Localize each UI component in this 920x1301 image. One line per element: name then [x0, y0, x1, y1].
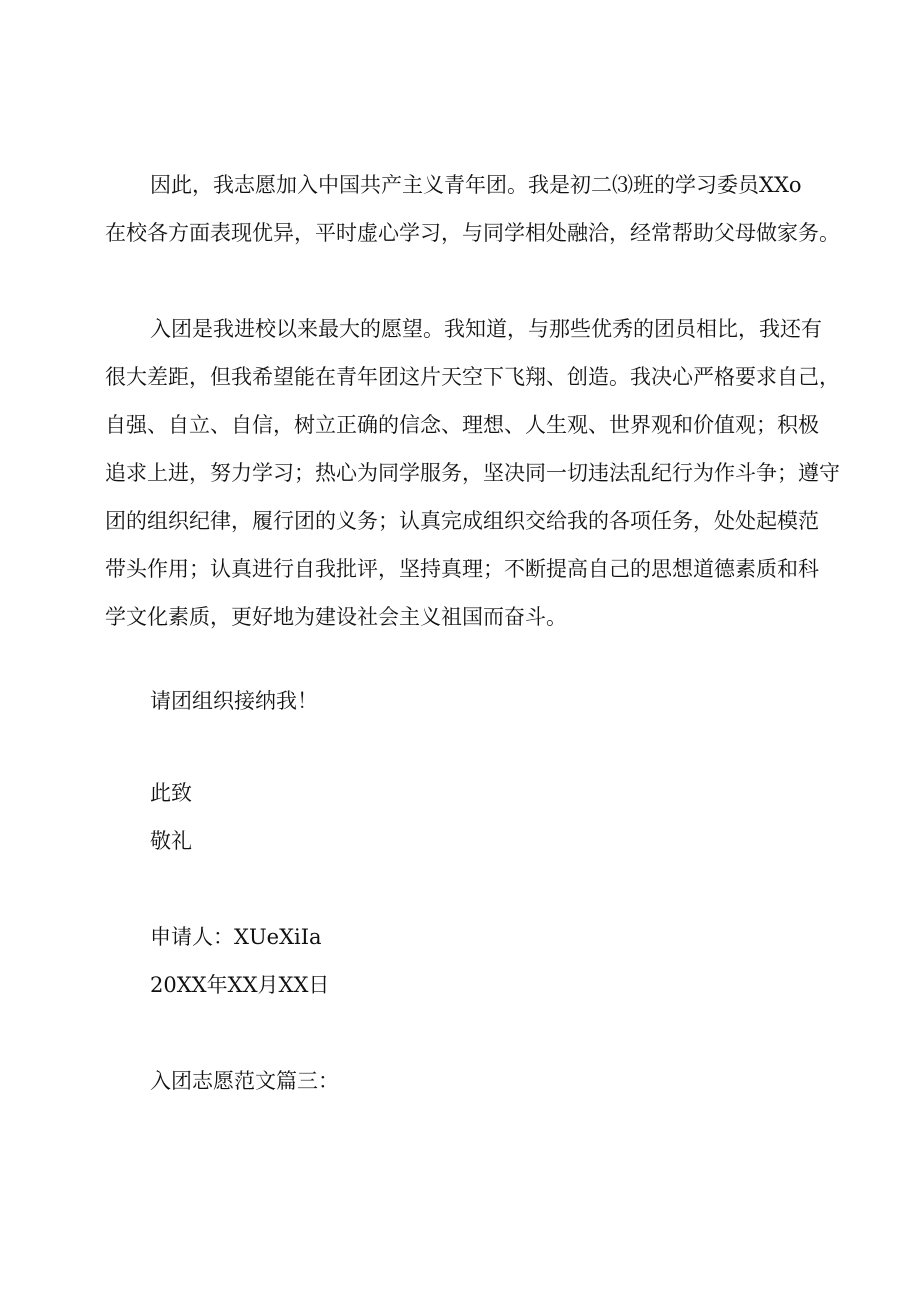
paragraph-2-line-2: 很大差距，但我希望能在青年团这片天空下飞翔、创造。我决心严格要求自己，: [105, 365, 840, 389]
applicant-line: 申请人：XUeXiIa: [150, 925, 322, 949]
next-section-heading: 入团志愿范文篇三：: [150, 1069, 339, 1093]
closing-line-1: 此致: [150, 781, 192, 805]
paragraph-1-line-2: 在校各方面表现优异，平时虚心学习，与同学相处融洽，经常帮助父母做家务。: [105, 221, 840, 245]
closing-line-2: 敬礼: [150, 829, 192, 853]
paragraph-2-line-7: 学文化素质，更好地为建设社会主义祖国而奋斗。: [105, 605, 567, 629]
paragraph-2-line-1: 入团是我进校以来最大的愿望。我知道，与那些优秀的团员相比，我还有: [150, 317, 822, 341]
paragraph-2-line-4: 追求上进，努力学习；热心为同学服务，坚决同一切违法乱纪行为作斗争；遵守: [105, 461, 840, 485]
request-line: 请团组织接纳我！: [150, 689, 318, 713]
date-line: 20XX年XX月XX日: [150, 973, 330, 997]
paragraph-2-line-5: 团的组织纪律，履行团的义务；认真完成组织交给我的各项任务，处处起模范: [105, 509, 819, 533]
paragraph-2-line-3: 自强、自立、自信，树立正确的信念、理想、人生观、世界观和价值观；积极: [105, 413, 819, 437]
paragraph-2-line-6: 带头作用；认真进行自我批评，坚持真理；不断提高自己的思想道德素质和科: [105, 557, 819, 581]
paragraph-1-line-1: 因此，我志愿加入中国共产主义青年团。我是初二⑶班的学习委员XXo: [150, 173, 802, 197]
